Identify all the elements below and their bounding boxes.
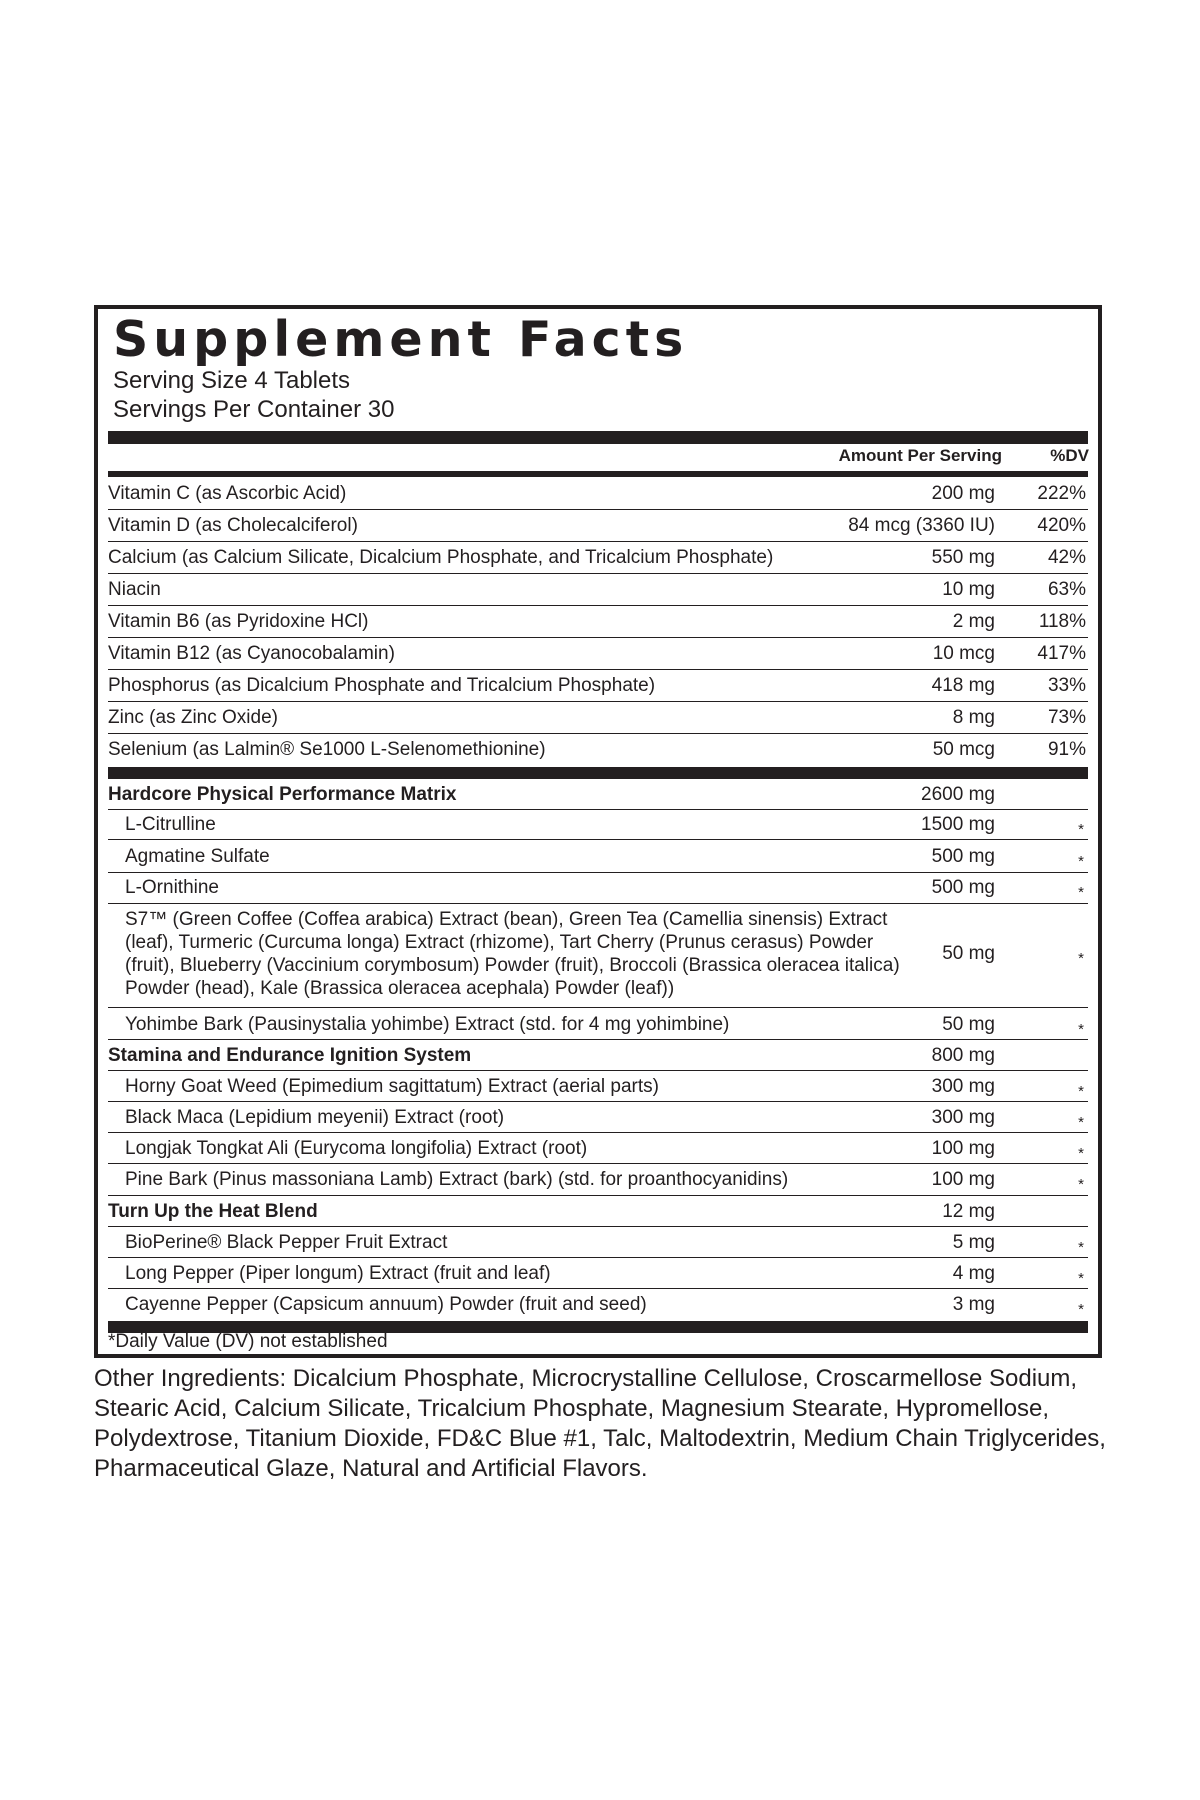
- blend-name: Stamina and Endurance Ignition System: [108, 1045, 472, 1066]
- nutrient-amount: 50 mcg: [932, 739, 995, 760]
- ingredient-amount: 300 mg: [931, 1076, 995, 1097]
- ingredient-amount: 100 mg: [931, 1169, 995, 1190]
- nutrient-dv: 42%: [1047, 547, 1086, 568]
- ingredient-amount: 4 mg: [952, 1263, 995, 1284]
- ingredient-name: S7™ (Green Coffee (Coffea arabica) Extract (bean), Green Tea (Camellia sinensis) Extract (leaf), Turmeric (Curcuma longa) Extract (rhizome), Tart Cherry (Prunus cerasus) Powder (fruit), Blueberry (Vaccinium corymbosum) Powder (fruit), Broccoli (Brassica oleracea italica) Powder (head), Kale (Brassica oleracea acephala) Powder (leaf)): [125, 909, 900, 999]
- other-ingredients: Other Ingredients: Dicalcium Phosphate, Microcrystalline Cellulose, Croscarmellose Sodium, Stearic Acid, Calcium Silicate, Tricalcium Phosphate, Magnesium Stearate, Hypromellose, Polydextrose, Titanium Dioxide, FD&C Blue #1, Talc, Maltodextrin, Medium Chain Triglycerides, Pharmaceutical Glaze, Natural and Artificial Flavors.: [94, 1365, 1106, 1482]
- nutrient-name: Niacin: [108, 579, 161, 600]
- nutrient-dv: 91%: [1047, 739, 1086, 760]
- panel-title: Supplement Facts: [113, 311, 689, 368]
- ingredient-dv: *: [1078, 821, 1084, 838]
- blend-amount: 800 mg: [931, 1045, 995, 1066]
- nutrient-row: [108, 670, 1088, 701]
- nutrient-name: Vitamin B6 (as Pyridoxine HCl): [108, 611, 369, 632]
- ingredient-dv: *: [1078, 1270, 1084, 1287]
- serving-size: Serving Size 4 Tablets: [113, 367, 351, 394]
- nutrient-row: [108, 638, 1088, 669]
- nutrient-row: [108, 542, 1088, 573]
- ingredient-amount: 500 mg: [931, 846, 995, 867]
- nutrient-row: [108, 606, 1088, 637]
- blend-header-row: [108, 1040, 1088, 1071]
- ingredient-name: Yohimbe Bark (Pausinystalia yohimbe) Extract (std. for 4 mg yohimbine): [125, 1014, 730, 1035]
- ingredient-dv: *: [1078, 884, 1084, 901]
- blend-name: Turn Up the Heat Blend: [108, 1201, 318, 1222]
- ingredient-name: Longjak Tongkat Ali (Eurycoma longifolia) Extract (root): [125, 1138, 588, 1159]
- ingredient-dv: *: [1078, 853, 1084, 870]
- nutrient-dv: 417%: [1037, 643, 1086, 664]
- nutrient-row: [108, 574, 1088, 605]
- ingredient-amount: 3 mg: [952, 1294, 995, 1315]
- ingredient-name: L-Citrulline: [125, 814, 216, 835]
- ingredient-dv: *: [1078, 1021, 1084, 1038]
- nutrient-row: [108, 478, 1088, 509]
- ingredient-dv: *: [1078, 1239, 1084, 1256]
- thin-divider-header: [108, 471, 1088, 477]
- ingredient-dv: *: [1078, 1145, 1084, 1162]
- ingredient-row: [108, 904, 1088, 1004]
- nutrient-dv: 420%: [1037, 515, 1086, 536]
- ingredient-name: L-Ornithine: [125, 877, 219, 898]
- nutrient-amount: 200 mg: [931, 483, 995, 504]
- ingredient-row: [108, 841, 1088, 872]
- ingredient-row: [108, 1258, 1088, 1289]
- ingredient-dv: *: [1078, 1114, 1084, 1131]
- nutrient-row: [108, 510, 1088, 541]
- ingredient-amount: 50 mg: [942, 1014, 995, 1035]
- ingredient-amount: 500 mg: [931, 877, 995, 898]
- thick-divider-blends: [108, 767, 1088, 779]
- ingredient-name: Black Maca (Lepidium meyenii) Extract (root): [125, 1107, 505, 1128]
- nutrient-dv: 222%: [1037, 483, 1086, 504]
- ingredient-dv: *: [1078, 1301, 1084, 1318]
- ingredient-row: [108, 1009, 1088, 1040]
- ingredient-name: Cayenne Pepper (Capsicum annuum) Powder (fruit and seed): [125, 1294, 647, 1315]
- ingredient-row: [108, 872, 1088, 903]
- ingredient-amount: 5 mg: [952, 1232, 995, 1253]
- nutrient-amount: 84 mcg (3360 IU): [848, 515, 995, 536]
- servings-per-container: Servings Per Container 30: [113, 396, 395, 423]
- ingredient-dv: *: [1078, 1176, 1084, 1193]
- nutrient-dv: 118%: [1038, 611, 1086, 632]
- ingredient-row: [108, 1289, 1088, 1320]
- ingredient-amount: 300 mg: [931, 1107, 995, 1128]
- ingredient-row: [108, 1071, 1088, 1102]
- supplement-facts-panel: [94, 305, 1102, 1358]
- nutrient-name: Calcium (as Calcium Silicate, Dicalcium Phosphate, and Tricalcium Phosphate): [108, 547, 774, 568]
- nutrient-dv: 63%: [1047, 579, 1086, 600]
- nutrient-name: Vitamin D (as Cholecalciferol): [108, 515, 358, 536]
- footnote: *Daily Value (DV) not established: [108, 1331, 388, 1352]
- nutrient-amount: 10 mg: [942, 579, 995, 600]
- nutrient-amount: 8 mg: [952, 707, 995, 728]
- ingredient-amount: 100 mg: [931, 1138, 995, 1159]
- blend-amount: 12 mg: [942, 1201, 995, 1222]
- row-divider: [108, 1007, 1088, 1008]
- ingredient-name: Horny Goat Weed (Epimedium sagittatum) Extract (aerial parts): [125, 1076, 659, 1097]
- ingredient-row: [108, 809, 1088, 840]
- ingredient-row: [108, 1227, 1088, 1258]
- column-header-amount: Amount Per Serving: [838, 446, 1002, 465]
- ingredient-name: Long Pepper (Piper longum) Extract (fruit and leaf): [125, 1263, 551, 1284]
- ingredient-amount: 50 mg: [942, 943, 995, 964]
- ingredient-dv: *: [1078, 1083, 1084, 1100]
- nutrient-dv: 73%: [1047, 707, 1086, 728]
- column-header-dv: %DV: [1050, 446, 1089, 465]
- ingredient-name: Agmatine Sulfate: [125, 846, 270, 867]
- row-divider: [108, 839, 1088, 840]
- ingredient-amount: 1500 mg: [921, 814, 995, 835]
- blend-amount: 2600 mg: [921, 784, 995, 805]
- thick-divider-top: [108, 431, 1088, 444]
- nutrient-row: [108, 702, 1088, 733]
- blend-header-row: [108, 1196, 1088, 1227]
- nutrient-row: [108, 734, 1088, 765]
- nutrient-amount: 550 mg: [931, 547, 995, 568]
- blend-header-row: [108, 779, 1088, 810]
- ingredient-row: [108, 1133, 1088, 1164]
- nutrient-name: Vitamin C (as Ascorbic Acid): [108, 483, 347, 504]
- nutrient-name: Zinc (as Zinc Oxide): [108, 707, 278, 728]
- nutrient-name: Selenium (as Lalmin® Se1000 L-Selenomethionine): [108, 739, 546, 760]
- ingredient-name: BioPerine® Black Pepper Fruit Extract: [125, 1232, 448, 1253]
- nutrient-amount: 10 mcg: [932, 643, 995, 664]
- nutrient-name: Phosphorus (as Dicalcium Phosphate and Tricalcium Phosphate): [108, 675, 656, 696]
- blend-name: Hardcore Physical Performance Matrix: [108, 784, 457, 805]
- nutrient-amount: 418 mg: [931, 675, 995, 696]
- nutrient-dv: 33%: [1047, 675, 1086, 696]
- nutrient-amount: 2 mg: [952, 611, 995, 632]
- ingredient-row: [108, 1164, 1088, 1195]
- ingredient-dv: *: [1078, 950, 1084, 967]
- ingredient-row: [108, 1102, 1088, 1133]
- nutrient-name: Vitamin B12 (as Cyanocobalamin): [108, 643, 395, 664]
- ingredient-name: Pine Bark (Pinus massoniana Lamb) Extract (bark) (std. for proanthocyanidins): [125, 1169, 789, 1190]
